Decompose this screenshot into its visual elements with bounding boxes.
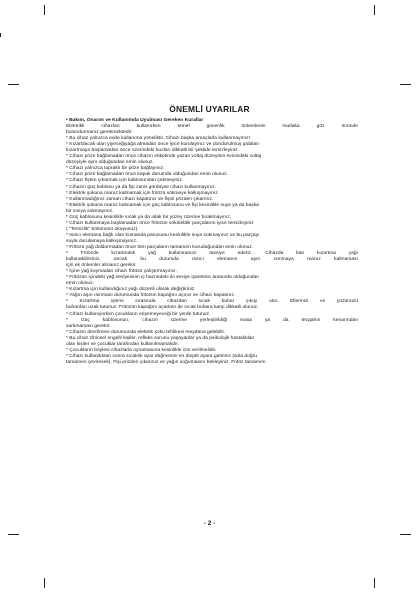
text-line: * Cihazın güç kablosu ya da fişi zarar gördüyse cihazı kullanmayınız.: [66, 184, 217, 190]
text-line: * Cihazı yalnızca topraklı bir prize bağlayınız.: [66, 166, 165, 172]
text-line: için ek önlemler almanız gerekir.: [66, 263, 137, 269]
text-line: * Cihazı kullanmaya başlamadan önce fritözün sökülebilir parçalarını iyice temizleyiniz: [66, 220, 254, 226]
text-line: * Cihazı kullanıyorken çocukların erişemeyeceği bir yerde tutunuz.: [66, 311, 211, 317]
crop-mark: [400, 534, 411, 535]
text-line: * Isıtıcı elemana bağlı olan kumanda panosunu kesinlikle suya sokmayınız ve bu parçayı: [66, 232, 260, 238]
text-line: olan kişiler ve çocuklar tarafından kullanılmamalıdır.: [66, 341, 180, 347]
text-line: düzeyiyle aynı olduğundan emin olunuz.: [66, 160, 154, 166]
section-heading: • Bakım, Onarım ve Kullanımda Uyulması Gereken Kurallar: [66, 118, 204, 123]
text-line: * Elektrik şokuna maruz kalmamak için güç kablosunu ve fişi kesinlikle suya ya da başka: [66, 202, 259, 208]
text-line: bir sıvıya sokmayınız.: [66, 208, 114, 214]
crop-mark: [44, 5, 45, 15]
text-line: * Kullanmadığınız zaman cihazı kapatınız ve fişini prizden çıkarınız.: [66, 196, 214, 202]
text-line: * Kızartma işlemi sırasında cihazdan sıcak buhar çıkışı olur. Ellerinizi ve yüzünüzü: [66, 299, 358, 305]
text-line: sarkmaması gerekir.: [66, 323, 111, 329]
crop-mark: [44, 578, 45, 588]
text-line: * Cihazı kullandıktan sonra sıcaklık ayar düğmesini en düşük ayara getiriniz (sola doğru: [66, 353, 258, 359]
crop-mark: [374, 578, 375, 588]
text-line: * Bu cihaz yalnızca evde kullanıma yöneliktir. Cihazı başka amaçlarla kullanmayınız!: [66, 136, 250, 142]
text-line: suyla durulamaya kalkışmayınız.: [66, 238, 138, 244]
text-line: * Elektrik şokuna maruz kalmamak için fritözü sökmeye kalkışmayınız.: [66, 190, 220, 196]
text-line: emin olunuz.: [66, 281, 94, 287]
crop-mark: [8, 84, 19, 85]
text-line: * Kızartma için kullandığınız yağı düzenli olarak değiştiriniz.: [66, 287, 196, 293]
crop-mark: [8, 534, 19, 535]
text-line: * Fritözde kızartmalık yağ kullanmanızı tavsiye ederiz. Cihazda katı kızartma yağı: [66, 251, 358, 257]
text-line: kullanabilirsiniz, ancak bu durumda ısıtıcı elemanın aşırı ısınmaya maruz kalmaması: [66, 257, 358, 263]
text-line: * Cihazı prize bağlamadan önce cihazın etiketinde yazan voltaj düzeyinin evinizdeki voltaj: [66, 154, 262, 160]
page-title: ÖNEMLİ UYARILAR: [169, 104, 250, 114]
text-line: * Cihazı prize bağlamadan önce kapalı durumda olduğundan emin olunuz.: [66, 172, 228, 178]
text-line: * Güç kablosunun, cihazın üzerine yerleştirildiği masa ya da tezgahın kenarından: [66, 317, 358, 323]
text-line: * Yağın aşırı ısınması durumunda fritözün kapağını açınız ve cihazı kapatınız.: [66, 293, 236, 299]
crop-mark: [374, 5, 375, 15]
text-line: ( "Temizlik" bölümünü okuyunuz).: [66, 226, 139, 232]
warning-text-block: [66, 118, 358, 366]
text-line: buhardan uzak tutunuz. Fritözün kapağını açarken de sıcak buhara karşı dikkatli olunuz.: [66, 305, 259, 311]
text-line: * Çocukların böylesi cihazlarla oynamasına kesinlikle izin verilmelidir.: [66, 347, 217, 353]
crop-mark: [400, 84, 411, 85]
text-line: * Güç kablosunu kesinlikle sıcak ya da ıslak bir yüzey üzerine bırakmayınız.: [66, 214, 232, 220]
crop-mark: [0, 33, 1, 37]
text-line: * İçine yağ koymadan cihazı fritözü çalıştırmayınız.: [66, 269, 177, 275]
text-line: * Kızartılacak olan yiyeceğiyağa atmadan önce iyice kurulayınız ve dondurulmuş gıdaları: [66, 142, 260, 148]
text-line: * Bu cihaz zihinsel engelli kişiler, refleks sorunu yaşayanlar ya da psikolojik hastalıkları: [66, 335, 255, 341]
text-line: bulundurmanız gerekmektedir:: [66, 130, 133, 136]
text-line: tamamen çeviresek). Fişi prizden çıkarınız ve yağın soğumasını bekleyiniz. Fritöz tamamen: [66, 359, 266, 365]
text-line: * Fritözün içindeki yağ seviyesinin iç haznedeki iki seviye işaretinin arasında olduğundan: [66, 275, 259, 281]
text-line: * Cihazı fişten çıkarmak için kablosundan çekmeyiniz.: [66, 178, 184, 184]
text-line: * Cihazın devrilmesi durumunda elektrik şoku tehlikesi meydana gelebilir.: [66, 329, 226, 335]
page-number: - 2 -: [203, 520, 216, 527]
text-line: * Fritözü yağ doldurmadan önce tüm parçaların tamamen kuruduğundan emin olunuz.: [66, 244, 254, 250]
text-line: kızartmaya başlamadan önce üzerindeki buzları dikkatli bir şekilde temizleyiniz.: [66, 148, 239, 154]
text-line: Elektrikli cihazları kullanırken temel güvenlik önlemlerini mutlaka göz önünde: [66, 124, 358, 130]
